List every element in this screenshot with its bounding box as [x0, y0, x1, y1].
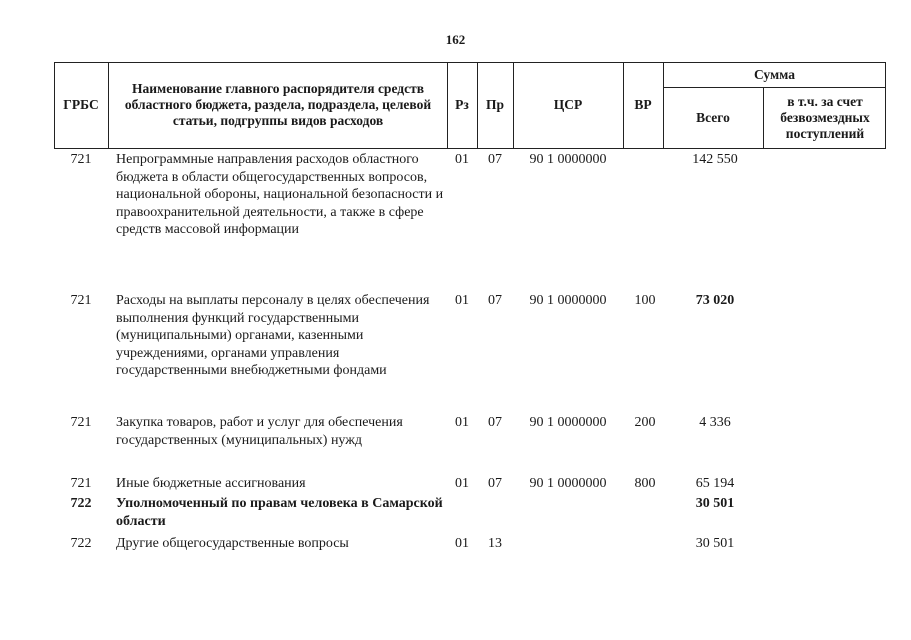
header-sum: Сумма: [753, 66, 796, 82]
row-pr: 07: [488, 415, 502, 430]
header-csr: ЦСР: [553, 97, 583, 112]
row-name: Другие общегосударственные вопросы: [116, 536, 349, 551]
row-csr: 90 1 0000000: [529, 476, 607, 491]
row-grbs: 722: [70, 496, 92, 511]
header-rz: Рз: [455, 97, 469, 112]
row-name: Уполномоченный по правам человека в Самарской области: [116, 496, 443, 529]
row-pr: 07: [488, 293, 502, 308]
table-header: [54, 62, 886, 149]
row-csr: 90 1 0000000: [529, 293, 607, 308]
row-total: 73 020: [695, 293, 735, 308]
row-name: Непрограммные направления расходов областного бюджета в области общегосударственных вопросов, национальной обороны, национальной безопасности и правоохранительной деятельности, а также в сфере средств массовой информации: [116, 152, 444, 237]
row-grbs: 721: [70, 152, 92, 167]
page-number: 162: [445, 32, 466, 47]
row-csr: 90 1 0000000: [529, 415, 607, 430]
row-vr: 100: [634, 293, 656, 308]
row-total: 30 501: [695, 536, 735, 551]
row-grbs: 722: [70, 536, 92, 551]
row-rz: 01: [455, 536, 469, 551]
row-total: 4 336: [699, 415, 731, 430]
row-rz: 01: [455, 152, 469, 167]
row-pr: 07: [488, 476, 502, 491]
row-vr: 800: [634, 476, 656, 491]
row-grbs: 721: [70, 476, 92, 491]
header-pr: Пр: [485, 97, 504, 112]
header-vr: ВР: [634, 97, 652, 112]
row-rz: 01: [455, 476, 469, 491]
row-rz: 01: [455, 415, 469, 430]
row-name: Закупка товаров, работ и услуг для обеспечения государственных (муниципальных) нужд: [116, 415, 403, 448]
row-csr: 90 1 0000000: [529, 152, 607, 167]
header-grbs: ГРБС: [63, 97, 99, 112]
row-name: Расходы на выплаты персоналу в целях обеспечения выполнения функций государственными (муниципальными) органами, казенными учреждениями, органами управления государственными внебюджетными фондами: [116, 293, 430, 378]
row-grbs: 721: [70, 293, 92, 308]
row-vr: 200: [634, 415, 656, 430]
header-free: в т.ч. за счет безвозмездных поступлений: [780, 93, 870, 141]
col-border: [108, 62, 109, 149]
col-border: [763, 87, 764, 149]
row-pr: 13: [488, 536, 502, 551]
row-name: Иные бюджетные ассигнования: [116, 476, 306, 491]
row-total: 142 550: [692, 152, 738, 167]
header-name: Наименование главного распорядителя средств областного бюджета, раздела, подраздела, целевой статьи, подгруппы видов расходов: [124, 81, 432, 128]
row-total: 30 501: [695, 496, 735, 511]
row-pr: 07: [488, 152, 502, 167]
header-bottom-border: [54, 148, 886, 149]
row-total: 65 194: [695, 476, 735, 491]
header-total: Всего: [696, 109, 730, 125]
row-grbs: 721: [70, 415, 92, 430]
row-rz: 01: [455, 293, 469, 308]
